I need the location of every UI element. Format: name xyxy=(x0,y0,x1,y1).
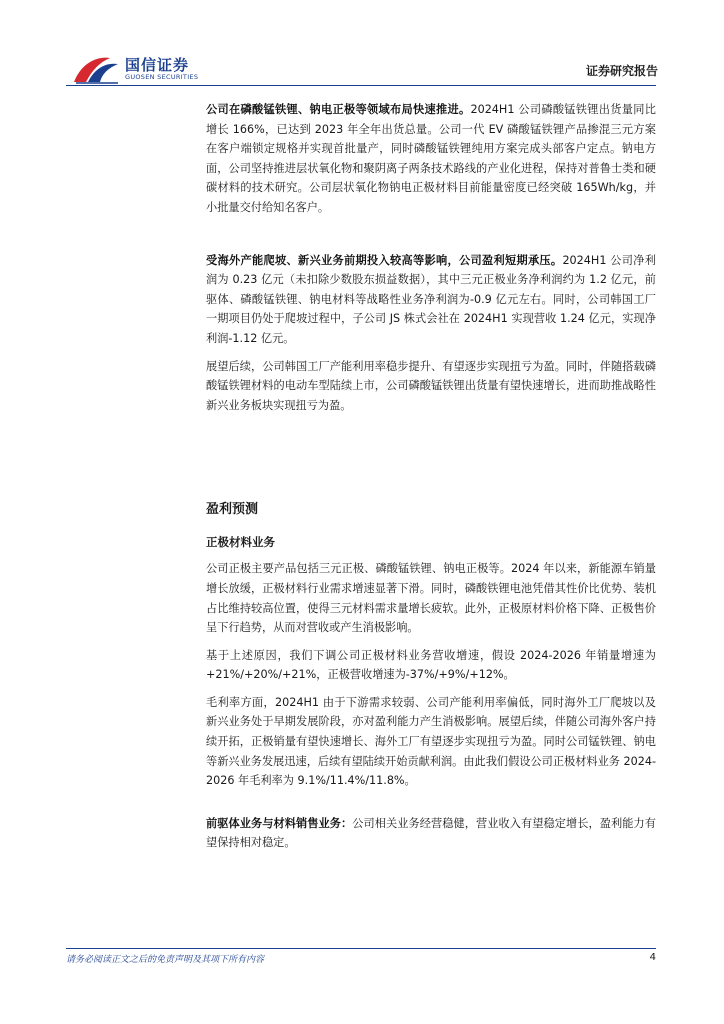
paragraph-body: 公司相关业务经营稳健，营业收入有望稳定增长，盈利能力有望保持相对稳定。 xyxy=(206,816,656,850)
footer-divider xyxy=(66,948,656,949)
subsection-title-cathode: 正极材料业务 xyxy=(206,535,275,550)
logo-chinese-name: 国信证券 xyxy=(125,56,190,74)
page-header xyxy=(0,0,724,90)
header-divider xyxy=(66,85,656,86)
paragraph-cathode-growth: 基于上述原因，我们下调公司正极材料业务营收增速，假设 2024-2026 年销量增速为+21%/+20%/+21%，正极营收增速为-37%/+9%/+12%。 xyxy=(206,648,656,682)
paragraph-precursor xyxy=(206,814,656,853)
footer-disclaimer: 请务必阅读正文之后的免责声明及其项下所有内容 xyxy=(66,955,265,965)
paragraph-gross-margin: 毛利率方面，2024H1 由于下游需求较弱、公司产能利用率偏低，同时海外工厂爬坡以及新兴业务处于早期发展阶段，亦对盈利能力产生消极影响。展望后续，伴随公司海外客户持续开拓，正极销量有望快速增长、海外工厂有望逐步实现扭亏为盈。同时公司锰铁锂、钠电等新兴业务发展迅速，后续有望陆续开始贡献利润。由此我们假设公司正极材料业务 2024-2026 年毛利率为 9.1%/11.4%/11.8%。 xyxy=(206,695,657,788)
logo-english-name: GUOSEN SECURITIES xyxy=(125,73,199,81)
report-type-label: 证券研究报告 xyxy=(585,64,658,78)
paragraph-lead: 前驱体业务与材料销售业务： xyxy=(206,816,353,830)
paragraph-lmfp-sodium xyxy=(206,100,656,218)
paragraph-body: 2024H1 公司磷酸锰铁锂出货量同比增长 166%，已达到 2023 年全年出货总量。公司一代 EV 磷酸锰铁锂产品掺混三元方案在客户端锁定规格并实现首批量产，同时磷酸锰铁锂纯用方案完成头部客户定点。钠电方面，公司坚持推进层状氧化物和聚阴离子两条技术路线的产业化进程，保持对普鲁士类和硬碳材料的技术研究。公司层状氧化物钠电正极材料目前能量密度已经突破 165Wh/kg，并小批量交付给知名客户。 xyxy=(206,103,656,214)
paragraph-cathode-overview: 公司正极主要产品包括三元正极、磷酸锰铁锂、钠电正极等。2024 年以来，新能源车销量增长放缓，正极材料行业需求增速显著下滑。同时，磷酸铁锂电池凭借其性价比优势、装机占比维持较高位置，使得三元材料需求量增长疲软。此外，正极原材料价格下降、正极售价呈下行趋势，从而对营收或产生消极影响。 xyxy=(206,562,656,635)
main-content xyxy=(206,100,656,853)
paragraph-body: 2024H1 公司净利润为 0.23 亿元（未扣除少数股东损益数据），其中三元正极业务净利润约为 1.2 亿元，前驱体、磷酸锰铁锂、钠电材料等战略性业务净利润为-0.9 亿元左右。同时，公司韩国工厂一期项目仍处于爬坡过程中，子公司 JS 株式会社在 2024H1 实现营收 1.24 亿元，实现净利润-1.12 亿元。 xyxy=(206,253,656,345)
paragraph-lead: 受海外产能爬坡、新兴业务前期投入较高等影响，公司盈利短期承压。 xyxy=(206,253,563,267)
page-number: 4 xyxy=(649,952,656,963)
paragraph-profit-pressure xyxy=(206,251,656,349)
paragraph-lead: 公司在磷酸锰铁锂、钠电正极等领域布局快速推进。 xyxy=(206,103,471,116)
guosen-logo-icon xyxy=(72,52,122,86)
guosen-logo xyxy=(72,52,222,86)
paragraph-outlook: 展望后续，公司韩国工厂产能利用率稳步提升、有望逐步实现扭亏为盈。同时，伴随搭载磷酸锰铁锂材料的电动车型陆续上市，公司磷酸锰铁锂出货量有望快速增长，进而助推战略性新兴业务板块实现扭亏为盈。 xyxy=(206,359,656,412)
section-title-forecast: 盈利预测 xyxy=(206,502,259,518)
